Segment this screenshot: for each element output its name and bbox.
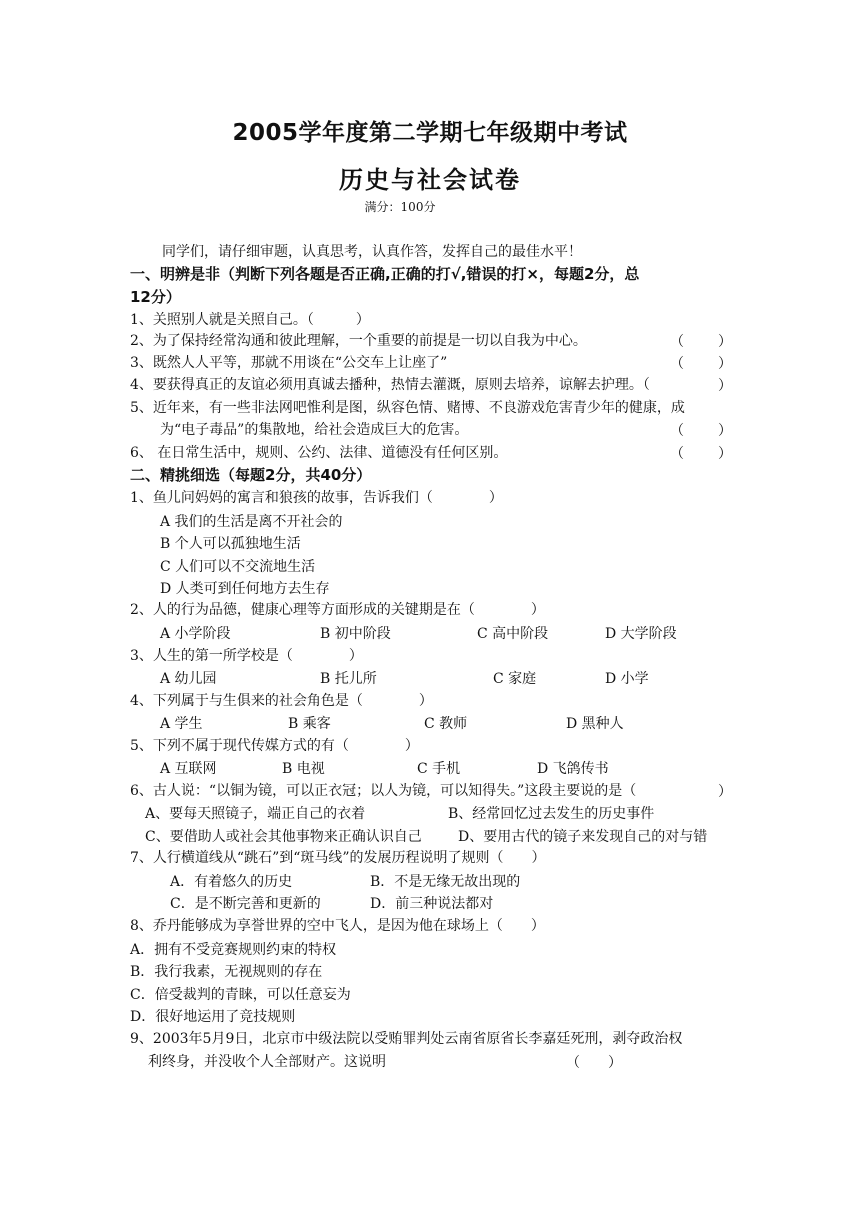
q4-option-b: B 乘客 xyxy=(288,716,331,732)
judge-item-2: 2、为了保持经常沟通和彼此理解，一个重要的前提是一切以自我为中心。 xyxy=(130,333,587,349)
answer-paren-open: （ xyxy=(670,423,684,439)
q1-option-b: B 个人可以孤独地生活 xyxy=(160,536,301,552)
q6-option-b: B、经常回忆过去发生的历史事件 xyxy=(448,806,655,822)
q5-option-b: B 电视 xyxy=(282,761,325,777)
question-2: 2、人的行为品德，健康心理等方面形成的关键期是在（ ） xyxy=(130,602,545,618)
q2-option-a: A 小学阶段 xyxy=(160,626,231,642)
full-score: 满分：100分 xyxy=(364,200,436,214)
answer-paren-close: ） xyxy=(718,378,732,394)
judge-item-5: 5、近年来，有一些非法网吧惟利是图，纵容色情、赌博、不良游戏危害青少年的健康，成 xyxy=(130,400,685,416)
question-7: 7、人行横道线从“跳石”到“斑马线”的发展历程说明了规则（ ） xyxy=(130,850,546,866)
q4-option-c: C 教师 xyxy=(424,716,468,732)
question-4: 4、下列属于与生俱来的社会角色是（ ） xyxy=(130,693,433,709)
q2-option-b: B 初中阶段 xyxy=(320,626,391,642)
q1-option-d: D 人类可到任何地方去生存 xyxy=(160,581,330,597)
q7-option-c: C．是不断完善和更新的 xyxy=(170,896,321,912)
section1-heading: 一、明辨是非（判断下列各题是否正确,正确的打√,错误的打×，每题2分，总 xyxy=(130,265,640,283)
q7-option-d: D．前三种说法都对 xyxy=(370,896,494,912)
exam-subtitle: 历史与社会试卷 xyxy=(339,166,521,194)
judge-item-6: 6、 在日常生活中，规则、公约、法律、道德没有任何区别。 xyxy=(130,445,508,461)
q3-option-b: B 托儿所 xyxy=(320,671,377,687)
question-6: 6、古人说：“以铜为镜，可以正衣冠；以人为镜，可以知得失。”这段主要说的是（ xyxy=(130,783,637,799)
q5-option-a: A 互联网 xyxy=(160,761,217,777)
answer-paren-close: ） xyxy=(718,423,732,439)
q1-option-a: A 我们的生活是离不开社会的 xyxy=(160,514,343,530)
exam-title: 2005学年度第二学期七年级期中考试 xyxy=(232,120,628,146)
judge-item-4: 4、要获得真正的友谊必须用真诚去播种，热情去灌溉，原则去培养，谅解去护理。（ xyxy=(130,377,650,393)
q6-option-d: D、要用古代的镜子来发现自己的对与错 xyxy=(458,829,708,845)
q3-option-a: A 幼儿园 xyxy=(160,671,217,687)
judge-item-1: 1、关照别人就是关照自己。（ ） xyxy=(130,312,370,328)
answer-paren-close: ） xyxy=(718,446,732,462)
q2-option-c: C 高中阶段 xyxy=(477,626,549,642)
q1-option-c: C 人们可以不交流地生活 xyxy=(160,559,316,575)
question-5: 5、下列不属于现代传媒方式的有（ ） xyxy=(130,738,419,754)
q3-option-c: C 家庭 xyxy=(493,671,537,687)
q5-option-c: C 手机 xyxy=(417,761,461,777)
q8-option-d: D．很好地运用了竞技规则 xyxy=(130,1009,296,1025)
q7-option-a: A．有着悠久的历史 xyxy=(170,874,293,890)
q5-option-d: D 飞鸽传书 xyxy=(537,761,609,777)
q8-option-a: A．拥有不受竞赛规则约束的特权 xyxy=(130,942,337,958)
q9-answer-paren: （ ） xyxy=(566,1055,622,1071)
q8-option-b: B．我行我素，无视规则的存在 xyxy=(130,964,323,980)
question-9: 9、2003年5月9日，北京市中级法院以受贿罪判处云南省原省长李嘉廷死刑，剥夺政治权 xyxy=(130,1031,683,1047)
question-3: 3、人生的第一所学校是（ ） xyxy=(130,648,363,664)
section1-heading-cont: 12分） xyxy=(130,288,181,306)
q6-option-a: A、要每天照镜子，端正自己的衣着 xyxy=(145,806,366,822)
q6-option-c: C、要借助人或社会其他事物来正确认识自己 xyxy=(145,829,422,845)
q7-option-b: B．不是无缘无故出现的 xyxy=(370,874,521,890)
question-1: 1、鱼儿问妈妈的寓言和狼孩的故事，告诉我们（ ） xyxy=(130,490,503,506)
answer-paren-close: ） xyxy=(718,784,732,800)
answer-paren-open: （ xyxy=(670,356,684,372)
answer-paren-close: ） xyxy=(718,356,732,372)
greeting-text: 同学们，请仔细审题，认真思考，认真作答，发挥自己的最佳水平！ xyxy=(162,244,582,260)
answer-paren-open: （ xyxy=(670,446,684,462)
q4-option-a: A 学生 xyxy=(160,716,203,732)
judge-item-3: 3、既然人人平等，那就不用谈在“公交车上让座了” xyxy=(130,355,448,371)
q2-option-d: D 大学阶段 xyxy=(605,626,677,642)
q3-option-d: D 小学 xyxy=(605,671,649,687)
answer-paren-close: ） xyxy=(718,334,732,350)
question-9-cont: 利终身，并没收个人全部财产。这说明 xyxy=(148,1054,386,1070)
question-8: 8、乔丹能够成为享誉世界的空中飞人，是因为他在球场上（ ） xyxy=(130,918,545,934)
q8-option-c: C．倍受裁判的青睐，可以任意妄为 xyxy=(130,987,351,1003)
answer-paren-open: （ xyxy=(670,334,684,350)
judge-item-5-cont: 为“电子毒品”的集散地，给社会造成巨大的危害。 xyxy=(160,422,469,438)
q4-option-d: D 黑种人 xyxy=(566,716,624,732)
section2-heading: 二、精挑细选（每题2分，共40分） xyxy=(130,466,372,484)
